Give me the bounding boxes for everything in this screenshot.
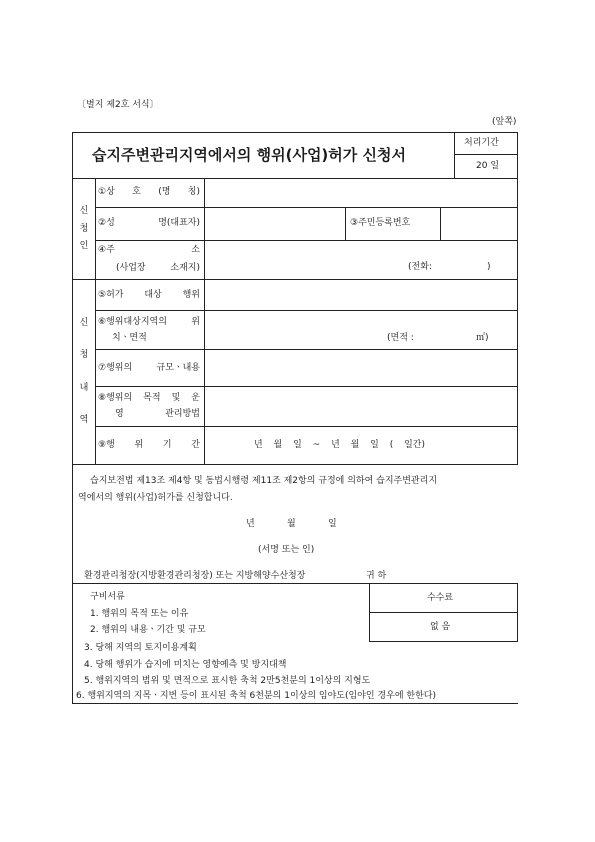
document-item: 4. 당해 행위가 습지에 미치는 영향예측 및 방지대책 bbox=[84, 660, 287, 670]
date-day: 일 bbox=[328, 519, 337, 529]
address-sublabel: (사업장 소재지) bbox=[116, 263, 200, 273]
processing-period-value: 20 일 bbox=[476, 161, 500, 171]
purpose-sublabel: 영 관리방법 bbox=[115, 409, 200, 419]
area-unit: ㎡) bbox=[476, 333, 489, 343]
area-open: (면적 : bbox=[387, 333, 414, 343]
document-item: 2. 행위의 내용ㆍ기간 및 규모 bbox=[90, 625, 206, 635]
signature-line: (서명 또는 인) bbox=[258, 545, 315, 555]
declaration-line-1: 습지보전법 제13조 제4항 및 동법시행령 제11조 제2항의 규정에 의하여 습지주변관리지 bbox=[90, 476, 438, 486]
request-group-label: 신 청 내 역 bbox=[79, 318, 89, 425]
resident-number-label: ③주민등록번호 bbox=[350, 218, 411, 228]
recipient: 환경관리청장(지방환경관리청장) 또는 지방해양수산청장 bbox=[84, 571, 306, 581]
scale-label: ⑦행위의 규모ㆍ내용 bbox=[98, 363, 200, 373]
location-label: ⑥행위대상지역의 위 bbox=[98, 317, 200, 327]
declaration-line-2: 역에서의 행위(사업)허가를 신청합니다. bbox=[78, 493, 233, 503]
phone-open: (전화: bbox=[408, 262, 432, 272]
period-value: 년 월 일 ~ 년 월 일 ( 일간) bbox=[254, 440, 426, 450]
document-item: 3. 당해 지역의 토지이용계획 bbox=[84, 643, 197, 653]
phone-close: ) bbox=[487, 262, 491, 272]
recipient-honorific: 귀 하 bbox=[366, 571, 387, 581]
purpose-label: ⑧행위의 목적 및 운 bbox=[98, 393, 200, 403]
date-year: 년 bbox=[246, 519, 255, 529]
address-label: ④주 소 bbox=[98, 245, 200, 255]
period-label: ⑨행 위 기 간 bbox=[98, 440, 200, 450]
fee-value: 없 음 bbox=[430, 622, 451, 632]
fee-label: 수수료 bbox=[427, 593, 454, 603]
applicant-group-label: 신 청 인 bbox=[79, 206, 89, 251]
form-title: 습지주변관리지역에서의 행위(사업)허가 신청서 bbox=[92, 146, 406, 164]
form-number: 〔별지 제2호 서식〕 bbox=[77, 100, 159, 110]
trade-name-label: ①상 호 (명 칭) bbox=[98, 187, 200, 197]
document-item: 5. 행위지역의 범위 및 면적으로 표시한 축척 2만5천분의 1이상의 지형도 bbox=[84, 676, 371, 686]
required-documents-title: 구비서류 bbox=[90, 592, 125, 602]
date-month: 월 bbox=[287, 519, 296, 529]
document-item: 1. 행위의 목적 또는 이유 bbox=[90, 609, 189, 619]
document-item: 6. 행위지역의 지목ㆍ지번 등이 표시된 축척 6천분의 1이상의 임야도(임야인 경우에 한한다) bbox=[76, 691, 436, 701]
name-label: ②성 명(대표자) bbox=[98, 218, 200, 228]
location-sublabel: 치ㆍ면적 bbox=[112, 333, 147, 343]
permit-target-label: ⑤허가 대상 행위 bbox=[98, 290, 200, 300]
processing-period-label: 처리기간 bbox=[464, 138, 499, 148]
page-side-label: (앞쪽) bbox=[492, 117, 517, 127]
